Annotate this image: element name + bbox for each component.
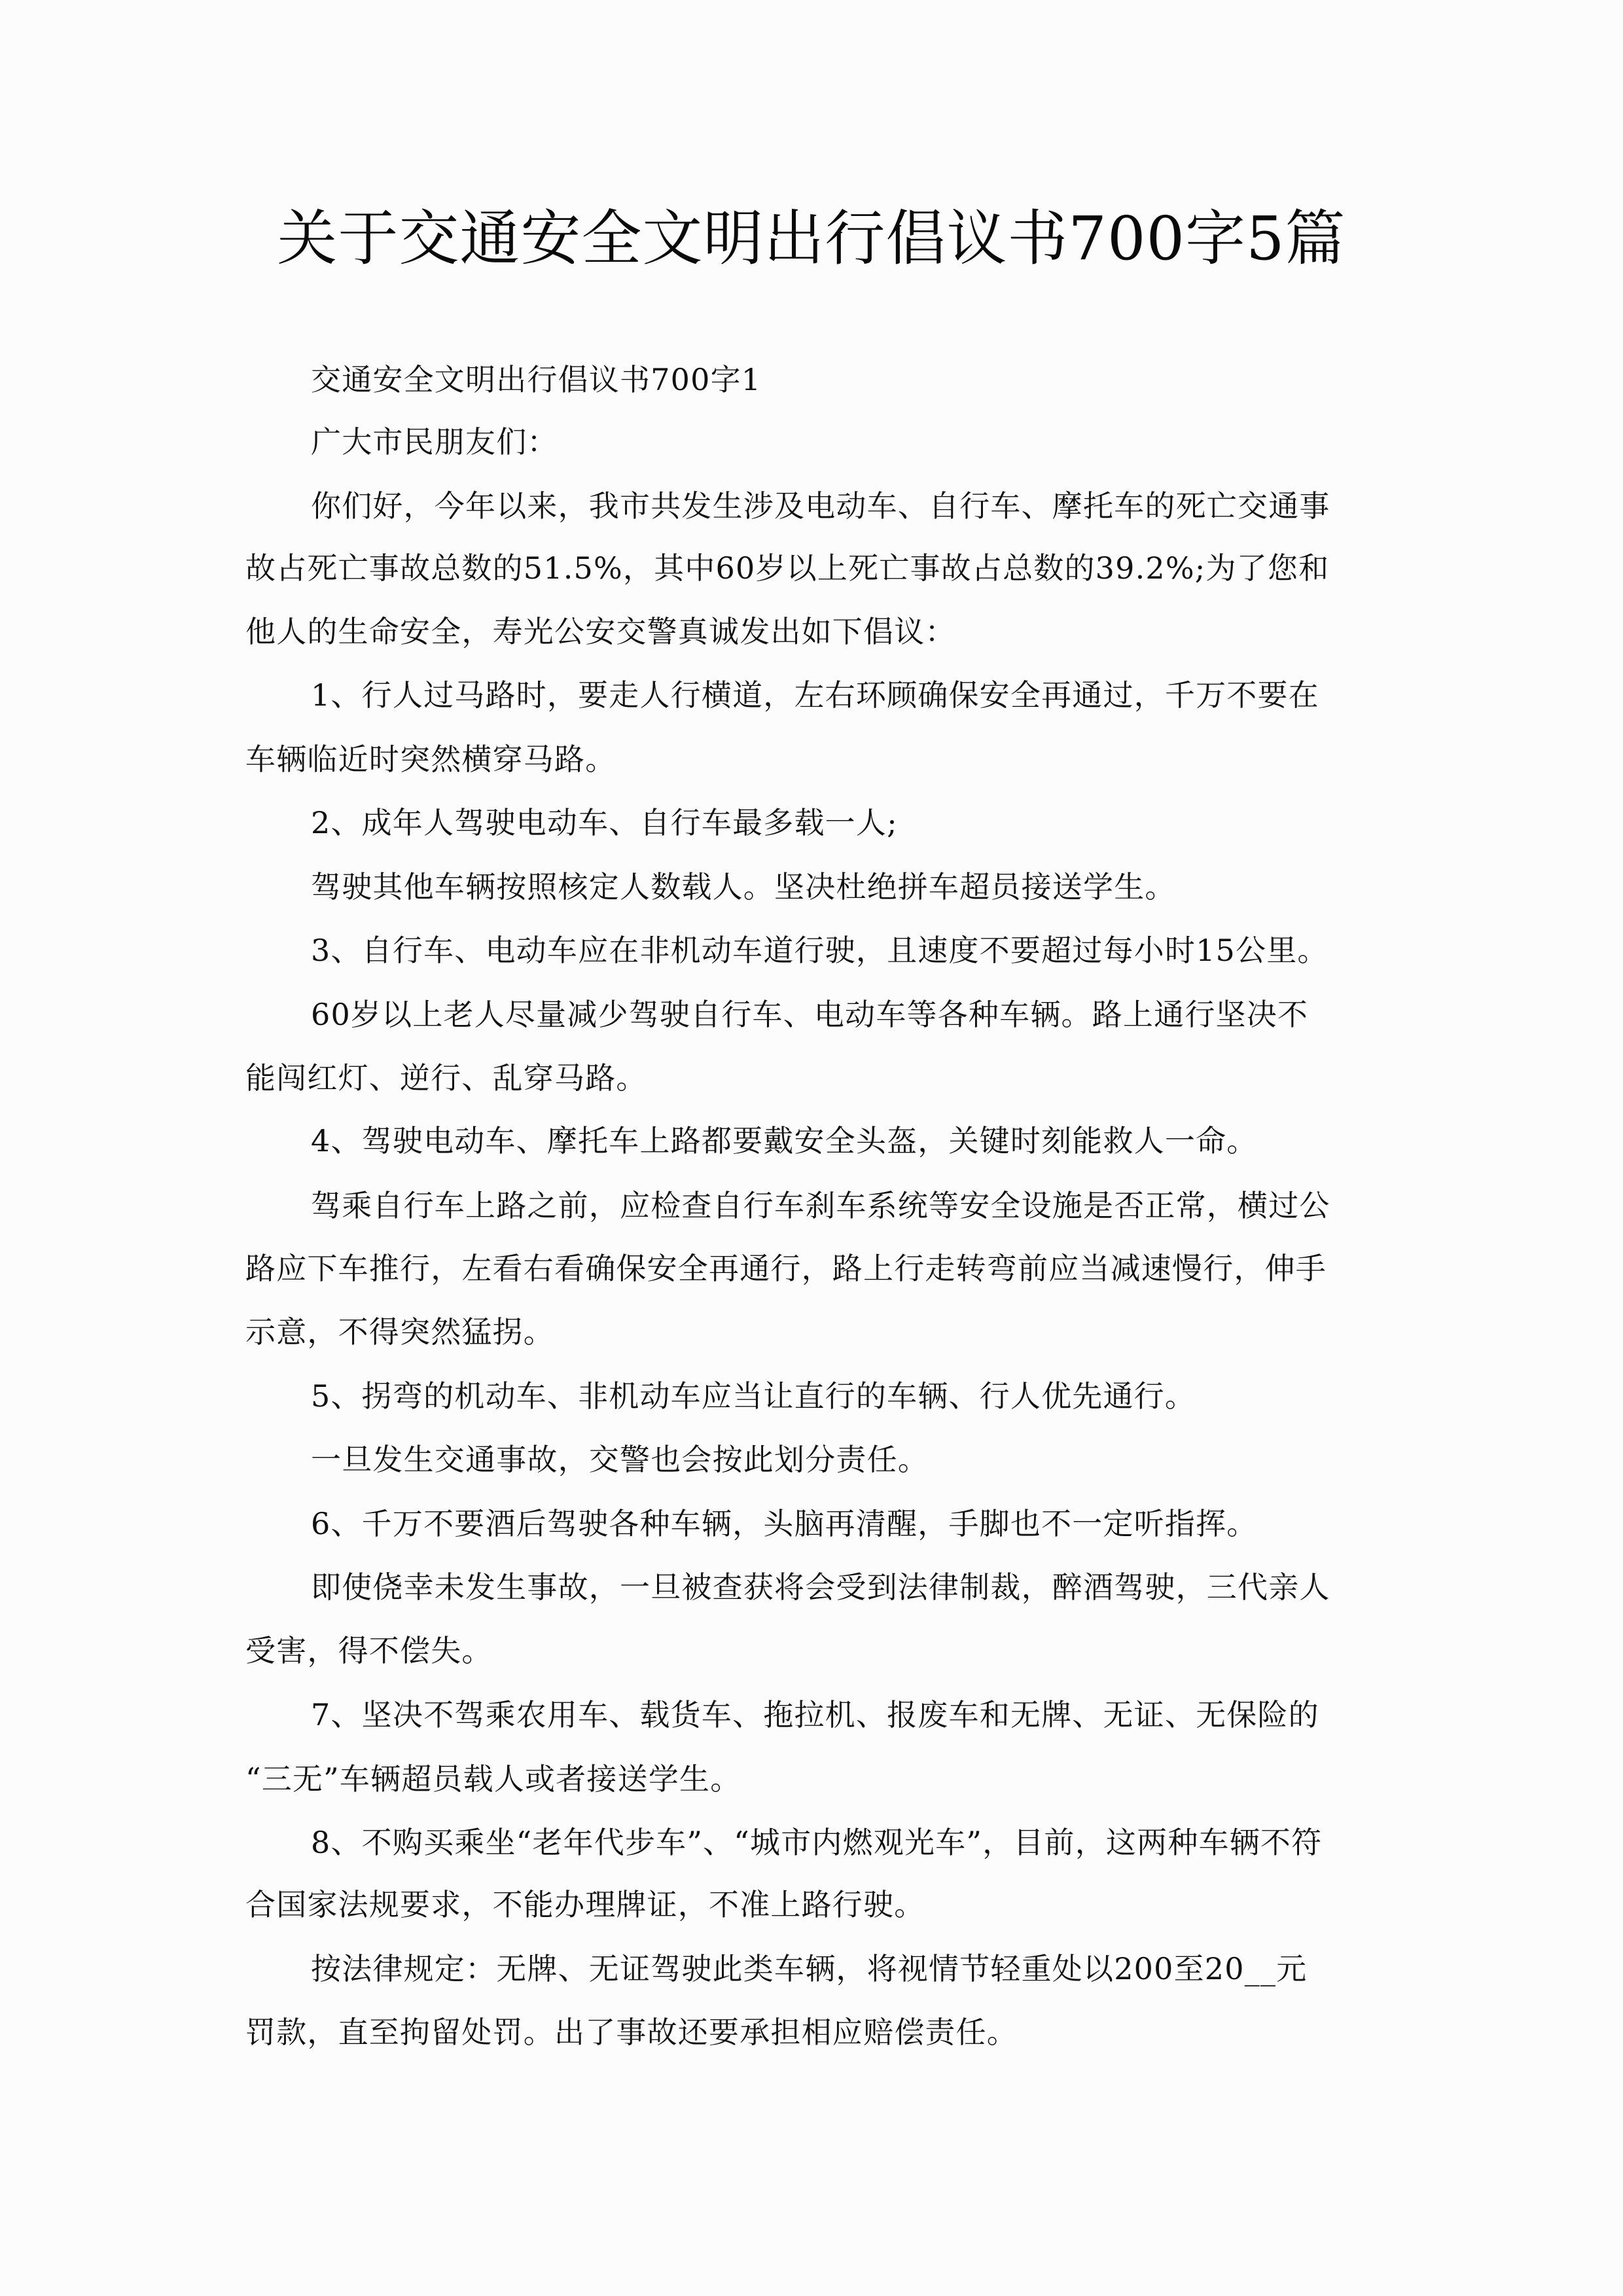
body-line: 合国家法规要求，不能办理牌证，不准上路行驶。 [245, 1887, 925, 1922]
body-line: 6、千万不要酒后驾驶各种车辆，头脑再清醒，手脚也不一定听指挥。 [311, 1506, 1258, 1541]
body-line: 4、驾驶电动车、摩托车上路都要戴安全头盔，关键时刻能救人一命。 [311, 1123, 1258, 1158]
body-line: 一旦发生交通事故，交警也会按此划分责任。 [311, 1442, 929, 1477]
body-line: 即使侥幸未发生事故，一旦被查获将会受到法律制裁，醉酒驾驶，三代亲人 [311, 1570, 1330, 1605]
body-line: “三无”车辆超员载人或者接送学生。 [245, 1761, 741, 1797]
body-line: 5、拐弯的机动车、非机动车应当让直行的车辆、行人优先通行。 [311, 1378, 1196, 1414]
body-line: 能闯红灯、逆行、乱穿马路。 [245, 1060, 647, 1096]
section-heading: 交通安全文明出行倡议书700字1 [311, 362, 762, 397]
body-line: 车辆临近时突然横穿马路。 [245, 742, 616, 777]
body-line: 1、行人过马路时，要走人行横道，左右环顾确保安全再通过，千万不要在 [311, 677, 1319, 713]
body-line: 3、自行车、电动车应在非机动车道行驶，且速度不要超过每小时15公里。 [311, 933, 1329, 968]
body-line: 7、坚决不驾乘农用车、载货车、拖拉机、报废车和无牌、无证、无保险的 [311, 1697, 1319, 1732]
body-line: 驾驶其他车辆按照核定人数载人。坚决杜绝拼车超员接送学生。 [311, 869, 1176, 905]
body-line: 罚款，直至拘留处罚。出了事故还要承担相应赔偿责任。 [245, 2015, 1018, 2050]
body-line: 受害，得不偿失。 [245, 1633, 493, 1668]
body-line: 他人的生命安全，寿光公安交警真诚发出如下倡议： [245, 614, 956, 649]
body-line: 60岁以上老人尽量减少驾驶自行车、电动车等各种车辆。路上通行坚决不 [311, 997, 1309, 1032]
body-line: 2、成年人驾驶电动车、自行车最多载一人; [311, 805, 898, 840]
body-line: 示意，不得突然猛拐。 [245, 1314, 554, 1350]
body-line: 故占死亡事故总数的51.5%，其中60岁以上死亡事故占总数的39.2%;为了您和 [245, 550, 1330, 586]
body-line: 驾乘自行车上路之前，应检查自行车刹车系统等安全设施是否正常，横过公 [311, 1188, 1330, 1223]
body-line: 8、不购买乘坐“老年代步车”、“城市内燃观光车”，目前，这两种车辆不符 [311, 1825, 1323, 1860]
body-line: 按法律规定：无牌、无证驾驶此类车辆，将视情节轻重处以200至20__元 [311, 1951, 1308, 1986]
body-line: 你们好，今年以来，我市共发生涉及电动车、自行车、摩托车的死亡交通事 [311, 488, 1330, 524]
salutation: 广大市民朋友们： [311, 424, 558, 459]
body-line: 路应下车推行，左看右看确保安全再通行，路上行走转弯前应当减速慢行，伸手 [245, 1251, 1327, 1286]
document-title: 关于交通安全文明出行倡议书700字5篇 [277, 204, 1346, 274]
